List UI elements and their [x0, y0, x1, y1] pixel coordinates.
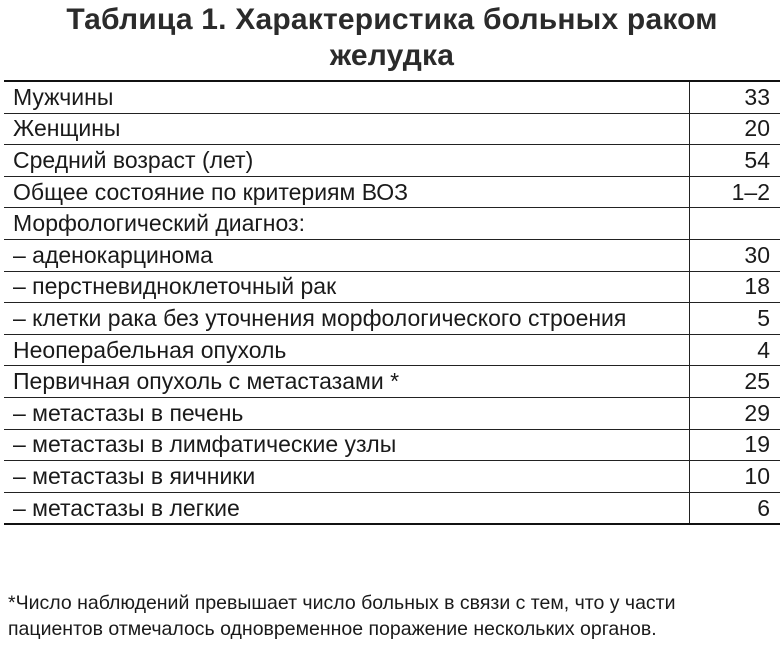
table-row: [4, 397, 780, 429]
row-value: 20: [690, 113, 781, 145]
row-label: – аденокарцинома: [4, 239, 690, 271]
row-label: Общее состояние по критериям ВОЗ: [4, 176, 690, 208]
table-row: [4, 208, 780, 240]
row-value: 33: [690, 81, 781, 113]
table-row: [4, 271, 780, 303]
row-value: 30: [690, 239, 781, 271]
row-label: Морфологический диагноз:: [4, 208, 690, 240]
table-row: [4, 334, 780, 366]
footnote-line-1: *Число наблюдений превышает число больных в связи с тем, что у части: [8, 592, 676, 614]
row-label: – метастазы в печень: [4, 397, 690, 429]
row-value: 1–2: [690, 176, 781, 208]
table-row: [4, 81, 780, 113]
table-row: [4, 461, 780, 493]
row-label: Неоперабельная опухоль: [4, 334, 690, 366]
row-label: – метастазы в яичники: [4, 461, 690, 493]
row-label: Первичная опухоль с метастазами *: [4, 366, 690, 398]
row-value: 5: [690, 303, 781, 335]
table-title-line-1: Таблица 1. Характеристика больных раком: [66, 3, 718, 36]
row-value: 10: [690, 461, 781, 493]
row-label: – метастазы в лимфатические узлы: [4, 429, 690, 461]
table-row: [4, 429, 780, 461]
row-label: Мужчины: [4, 81, 690, 113]
table-row: [4, 303, 780, 335]
table-row: [4, 366, 780, 398]
row-value: 6: [690, 492, 781, 524]
table-row: [4, 113, 780, 145]
table-title: [0, 0, 784, 74]
row-value: 29: [690, 397, 781, 429]
row-value: 18: [690, 271, 781, 303]
row-value: 4: [690, 334, 781, 366]
row-value: 54: [690, 145, 781, 177]
table-row: [4, 145, 780, 177]
row-value: 19: [690, 429, 781, 461]
row-value: [690, 208, 781, 240]
footnote-line-2: пациентов отмечалось одновременное поражение нескольких органов.: [8, 618, 657, 640]
row-label: – метастазы в легкие: [4, 492, 690, 524]
table-row: [4, 492, 780, 524]
row-label: Средний возраст (лет): [4, 145, 690, 177]
row-label: Женщины: [4, 113, 690, 145]
table-row: [4, 239, 780, 271]
table-title-line-2: желудка: [329, 39, 455, 72]
table-row: [4, 176, 780, 208]
row-label: – клетки рака без уточнения морфологического строения: [4, 303, 690, 335]
patient-characteristics-table: [4, 80, 780, 525]
row-value: 25: [690, 366, 781, 398]
table-footnote: [8, 590, 778, 642]
row-label: – перстневидноклеточный рак: [4, 271, 690, 303]
